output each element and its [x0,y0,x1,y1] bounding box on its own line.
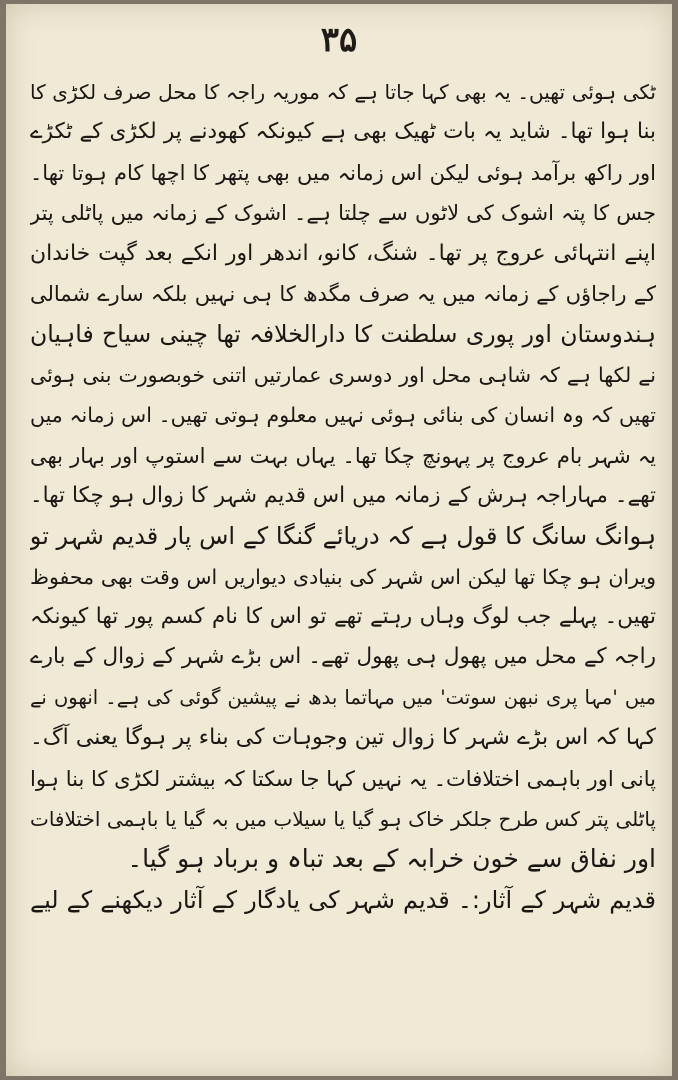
text-line: ہندوستان اور پوری سلطنت کا دارالخلافہ تھا چینی سیاح فاہیان [30,320,656,349]
text-line: اپنے انتہائی عروج پر تھا۔ شنگ، کانو، اندھر اور انکے بعد گپت خاندان [30,240,656,266]
text-line: نے لکھا ہے کہ شاہی محل اور دوسری عمارتیں اتنی خوبصورت بنی ہوئی [30,362,656,387]
text-line: تھے۔ مہاراجہ ہرش کے زمانہ میں اس قدیم شہر کا زوال ہو چکا تھا۔ [30,482,656,508]
text-line: ٹکی ہوئی تھیں۔ یہ بھی کہا جاتا ہے کہ موریہ راجہ کا محل صرف لکڑی کا [30,80,656,104]
text-line: کے راجاؤں کے زمانہ میں یہ صرف مگدھ کا ہی نہیں بلکہ سارے شمالی [30,281,656,306]
text-line: اور نفاق سے خون خرابہ کے بعد تباہ و برباد ہو گیا۔ [127,844,656,874]
text-line: ہوانگ سانگ کا قول ہے کہ دریائے گنگا کے اس پار قدیم شہر تو [30,522,656,551]
text-line: جس کا پتہ اشوک کی لاٹوں سے چلتا ہے۔ اشوک کے زمانہ میں پاٹلی پتر [30,201,656,226]
text-line: کہا کہ اس بڑے شہر کا زوال تین وجوہات کی بناء پر ہوگا یعنی آگ۔ [30,725,656,751]
page-text [30,72,656,920]
text-line: تھیں کہ وہ انسان کی بنائی ہوئی نہیں معلوم ہوتی تھیں۔ اس زمانہ میں [30,403,656,428]
section-heading-line: قدیم شہر کے آثار:۔ قدیم شہر کی یادگار کے آثار دیکھنے کے لیے [30,885,656,914]
book-page [6,4,672,1076]
text-line: ویران ہو چکا تھا لیکن اس شہر کی بنیادی دیواریں اس وقت بھی محفوظ [30,564,656,589]
text-line: تھیں۔ پہلے جب لوگ وہاں رہتے تھے تو اس کا نام کسم پور تھا کیونکہ [30,604,656,630]
text-line: پاٹلی پتر کس طرح جلکر خاک ہو گیا یا سیلاب میں بہ گیا یا باہمی اختلافات [30,807,656,832]
text-line: اور راکھ برآمد ہوئی لیکن اس زمانہ میں بھی پتھر کا اچھا کام ہوتا تھا۔ [30,160,656,185]
text-line: راجہ کے محل میں پھول ہی پھول تھے۔ اس بڑے شہر کے زوال کے بارے [30,644,656,670]
text-line: پانی اور باہمی اختلافات۔ یہ نہیں کہا جا سکتا کہ بیشتر لکڑی کا بنا ہوا [30,766,656,791]
text-line: میں 'مہا پری نبھن سوتت' میں مہاتما بدھ نے پیشین گوئی کی ہے۔ انھوں نے [30,685,656,709]
text-line: بنا ہوا تھا۔ شاید یہ بات ٹھیک بھی ہے کیونکہ کھودنے پر لکڑی کے ٹکڑے [30,119,656,145]
page-number: ۳۵ [320,20,358,60]
text-line: یہ شہر بام عروج پر پہونچ چکا تھا۔ یہاں بہت سے استوپ اور بہار بھی [30,443,656,468]
